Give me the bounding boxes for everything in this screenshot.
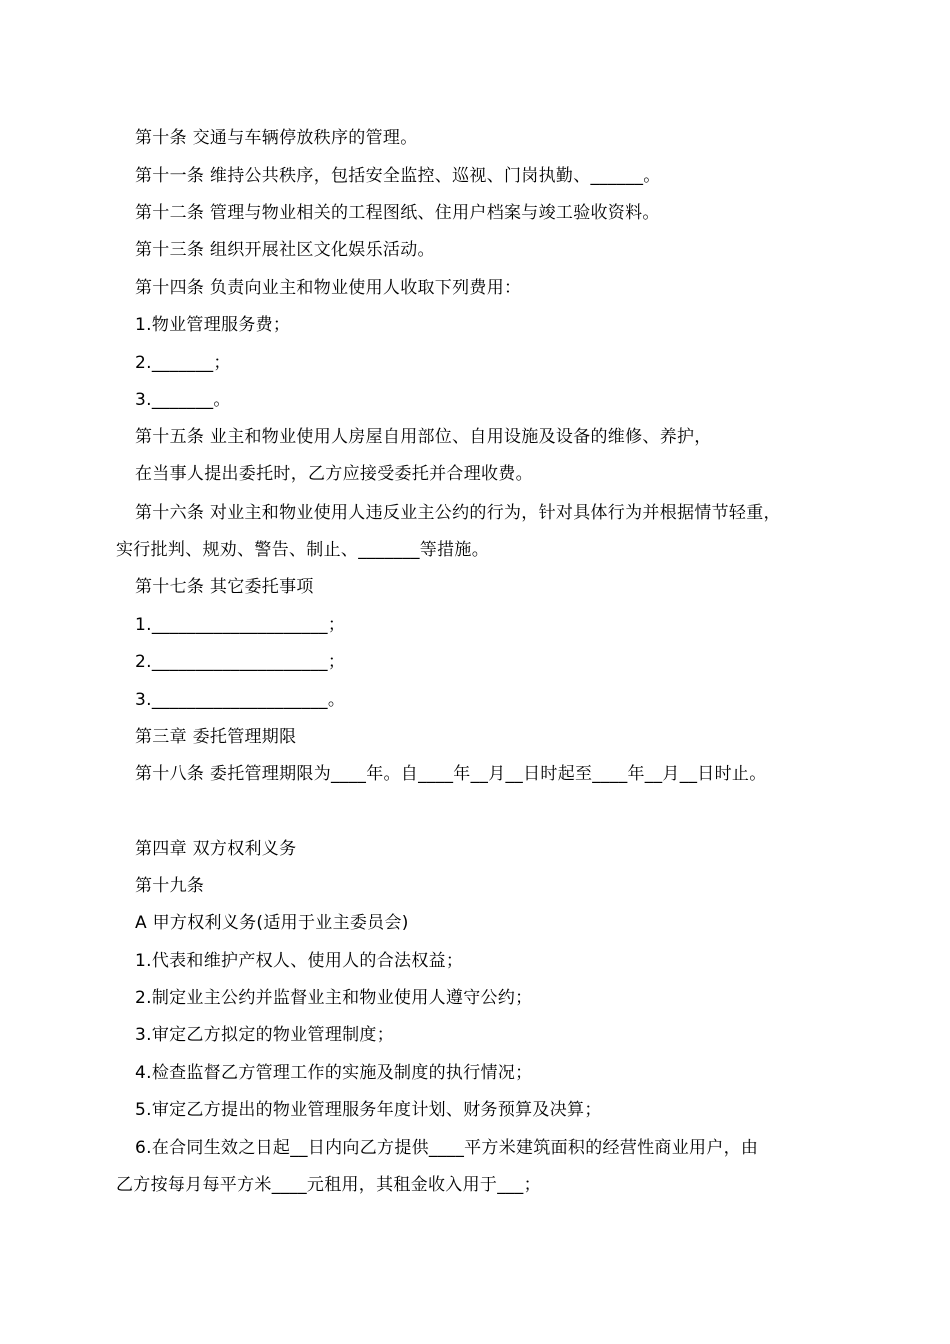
fee-item-1: 1.物业管理服务费；: [135, 315, 291, 335]
article-17: 第十七条 其它委托事项: [135, 577, 314, 597]
article-14: 第十四条 负责向业主和物业使用人收取下列费用：: [135, 278, 522, 298]
other-item-3: 3.____________________。: [135, 690, 346, 710]
article-18: 第十八条 委托管理期限为____年。自____年__月__日时起至____年__月__日时止。: [135, 764, 767, 784]
article-16-continued: 实行批判、规劝、警告、制止、_______等措施。: [116, 540, 489, 560]
chapter-4-heading: 第四章 双方权利义务: [135, 839, 297, 859]
article-11: 第十一条 维持公共秩序，包括安全监控、巡视、门岗执勤、______。: [135, 166, 661, 186]
article-16: 第十六条 对业主和物业使用人违反业主公约的行为，针对具体行为并根据情节轻重，: [135, 503, 781, 523]
party-a-item-3: 3.审定乙方拟定的物业管理制度；: [135, 1025, 395, 1045]
other-item-1: 1.____________________；: [135, 615, 346, 635]
party-a-item-2: 2.制定业主公约并监督业主和物业使用人遵守公约；: [135, 988, 533, 1008]
chapter-3-heading: 第三章 委托管理期限: [135, 727, 297, 747]
party-a-heading: A 甲方权利义务(适用于业主委员会): [135, 913, 409, 933]
article-15-continued: 在当事人提出委托时，乙方应接受委托并合理收费。: [135, 464, 533, 484]
article-15: 第十五条 业主和物业使用人房屋自用部位、自用设施及设备的维修、养护，: [135, 427, 712, 447]
other-item-2: 2.____________________；: [135, 652, 346, 672]
article-13: 第十三条 组织开展社区文化娱乐活动。: [135, 240, 435, 260]
fee-item-3: 3._______。: [135, 390, 231, 410]
article-19: 第十九条: [135, 876, 205, 896]
party-a-item-6-continued: 乙方按每月每平方米____元租用，其租金收入用于___；: [116, 1175, 541, 1195]
article-12: 第十二条 管理与物业相关的工程图纸、住用户档案与竣工验收资料。: [135, 203, 660, 223]
fee-item-2: 2._______；: [135, 353, 231, 373]
party-a-item-5: 5.审定乙方提出的物业管理服务年度计划、财务预算及决算；: [135, 1100, 602, 1120]
party-a-item-1: 1.代表和维护产权人、使用人的合法权益；: [135, 951, 464, 971]
party-a-item-4: 4.检查监督乙方管理工作的实施及制度的执行情况；: [135, 1063, 533, 1083]
party-a-item-6: 6.在合同生效之日起__日内向乙方提供____平方米建筑面积的经营性商业用户，由: [135, 1138, 759, 1158]
article-10: 第十条 交通与车辆停放秩序的管理。: [135, 128, 418, 148]
